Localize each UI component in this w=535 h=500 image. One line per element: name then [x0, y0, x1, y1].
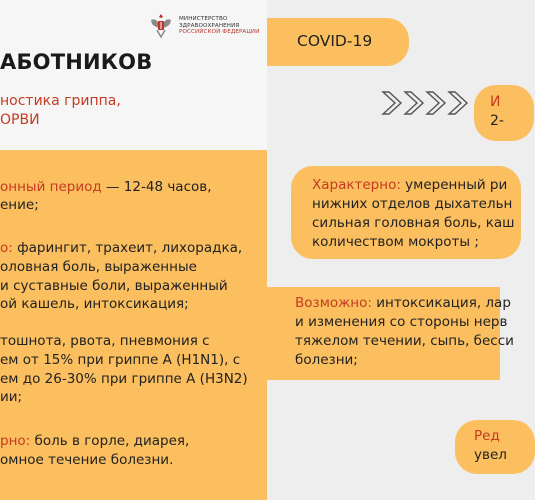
card-line — [0, 295, 189, 314]
influenza-info-card — [0, 150, 267, 500]
subtitle-line-1: ностика гриппа, — [0, 93, 121, 109]
rare-heading: Ред — [474, 428, 500, 444]
characteristic-heading: Характерно: — [312, 177, 401, 193]
covid-label: COVID-19 — [297, 32, 373, 50]
card-line-text: ой кашель, интоксикация; — [0, 296, 189, 312]
card-line-highlight: онный период — [0, 179, 102, 195]
possible-heading: Возможно: — [295, 295, 372, 311]
incubation-pill — [474, 85, 534, 141]
possible-text: интоксикация, лар — [371, 295, 511, 311]
card-line-text: ем до 26-30% при гриппе А (H3N2) — [0, 371, 248, 387]
card-line — [0, 351, 240, 370]
chevron-arrows-icon — [381, 88, 471, 118]
rare-pill — [455, 420, 535, 474]
card-line-text: ии; — [0, 389, 23, 405]
characteristic-line-1 — [312, 176, 507, 195]
card-line-text: ем от 15% при гриппе А (H1N1), с — [0, 352, 241, 368]
card-line — [0, 277, 228, 296]
ministry-line-3: РОССИЙСКОЙ ФЕДЕРАЦИИ — [179, 29, 260, 36]
ministry-line-2: ЗДРАВООХРАНЕНИЯ — [179, 22, 240, 29]
ministry-logo — [148, 12, 259, 40]
card-line-text: боль в горле, диарея, — [30, 433, 190, 449]
card-line-text: ение; — [0, 197, 39, 213]
incubation-pill-line-2: 2- — [490, 113, 504, 129]
card-line — [0, 178, 212, 197]
characteristic-line-3: сильная головная боль, каш — [312, 215, 515, 231]
card-line — [0, 432, 189, 451]
ministry-line-1: МИНИСТЕРСТВО — [179, 16, 228, 23]
card-line-text: оловная боль, выраженные — [0, 259, 197, 275]
card-line-text: фарингит, трахеит, лихорадка, — [12, 240, 243, 256]
card-line-text: тошнота, рвота, пневмония с — [0, 333, 210, 349]
left-panel — [0, 0, 267, 500]
card-line — [0, 258, 197, 277]
card-line — [0, 370, 248, 389]
card-line — [0, 239, 242, 258]
subtitle-line-2: ОРВИ — [0, 112, 40, 128]
card-line — [0, 388, 22, 407]
page-title: АБОТНИКОВ — [0, 50, 153, 74]
incubation-pill-line-1: И — [490, 94, 501, 110]
characteristic-pill — [291, 166, 521, 259]
possible-line-3: тяжелом течении, сыпь, бесси — [295, 333, 514, 349]
card-line — [0, 451, 173, 470]
possible-line-1 — [295, 294, 511, 313]
ministry-name — [179, 16, 259, 36]
page-subtitle — [0, 92, 121, 130]
possible-line-4: болезни; — [295, 352, 358, 368]
card-line-highlight: о: — [0, 240, 13, 256]
characteristic-line-2: нижних отделов дыхательн — [312, 196, 513, 212]
possible-block — [267, 287, 514, 380]
card-line-text: омное течение болезни. — [0, 452, 174, 468]
eagle-emblem-icon — [148, 12, 174, 40]
characteristic-line-4: количеством мокроты ; — [312, 234, 479, 250]
card-line-text: — 12-48 часов, — [101, 179, 212, 195]
card-line-highlight: рно: — [0, 433, 31, 449]
possible-line-2: и изменения со стороны нерв — [295, 314, 508, 330]
covid-label-pill — [267, 18, 409, 66]
rare-text: увел — [474, 447, 507, 463]
card-line-text: и суставные боли, выраженный — [0, 278, 228, 294]
card-line — [0, 196, 39, 215]
characteristic-text: умеренный ри — [400, 177, 508, 193]
card-line — [0, 332, 210, 351]
